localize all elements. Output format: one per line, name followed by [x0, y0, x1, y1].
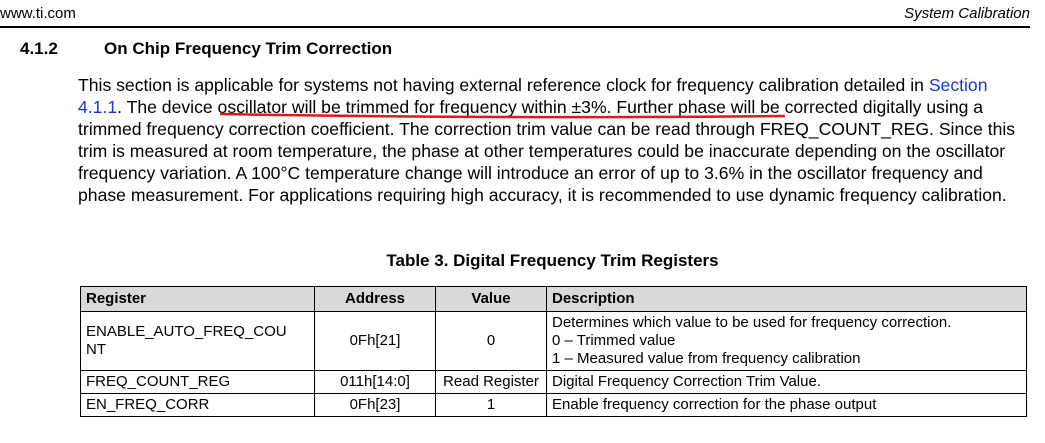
table-row: [81, 394, 1027, 417]
page-header: [0, 0, 1030, 28]
header-address: Address: [315, 287, 436, 312]
table-header-row: [81, 287, 1027, 312]
cell-address: 0Fh[23]: [315, 394, 436, 417]
table-row: [81, 371, 1027, 394]
chapter-title: System Calibration: [904, 5, 1030, 22]
cell-register: EN_FREQ_CORR: [81, 394, 315, 417]
register-table: [80, 286, 1027, 417]
header-value: Value: [436, 287, 547, 312]
table-title: Table 3. Digital Frequency Trim Registers: [386, 251, 719, 270]
site-url[interactable]: www.ti.com: [0, 5, 76, 22]
cell-description: [547, 312, 1027, 371]
section-number: 4.1.2: [20, 39, 58, 58]
header-register: Register: [81, 287, 315, 312]
description-line: Enable frequency correction for the phase output: [552, 396, 877, 413]
section-heading: [20, 39, 392, 59]
cell-value: 1: [436, 394, 547, 417]
description-line: Digital Frequency Correction Trim Value.: [552, 373, 821, 390]
description-line: 1 – Measured value from frequency calibration: [552, 350, 861, 367]
description-line: 0 – Trimmed value: [552, 332, 676, 349]
highlighted-sentence: . The device oscillator will be trimmed for frequency within ±3%.: [117, 97, 612, 117]
paragraph-text-2: Further phase will be corrected digitally using a trimmed frequency correction coefficient. The correction trim value can be read through FREQ_COUNT_REG. Since this trim is measured at room temperature, the phase at other temperatures could be inaccurate depending on the oscillator frequency variation. A 100°C temperature change will introduce an error of up to 3.6% in the oscillator frequency and phase measurement. For applications requiring high accuracy, it is recommended to use dynamic frequency calibration.: [78, 97, 1016, 205]
body-paragraph: [78, 74, 1028, 206]
cell-address: 0Fh[21]: [315, 312, 436, 371]
cell-register: FREQ_COUNT_REG: [81, 371, 315, 394]
section-link[interactable]: Section 4.1.1: [78, 75, 988, 117]
cell-description: [547, 371, 1027, 394]
paragraph-text-1: This section is applicable for systems not having external reference clock for frequency calibration detailed in: [78, 75, 929, 95]
cell-value: 0: [436, 312, 547, 371]
cell-register: ENABLE_AUTO_FREQ_COU NT: [81, 312, 315, 371]
header-description: Description: [547, 287, 1027, 312]
section-title: On Chip Frequency Trim Correction: [104, 39, 393, 58]
cell-value: Read Register: [436, 371, 547, 394]
description-line: Determines which value to be used for frequency correction.: [552, 314, 952, 331]
table-row: [81, 312, 1027, 371]
cell-address: 011h[14:0]: [315, 371, 436, 394]
cell-description: [547, 394, 1027, 417]
